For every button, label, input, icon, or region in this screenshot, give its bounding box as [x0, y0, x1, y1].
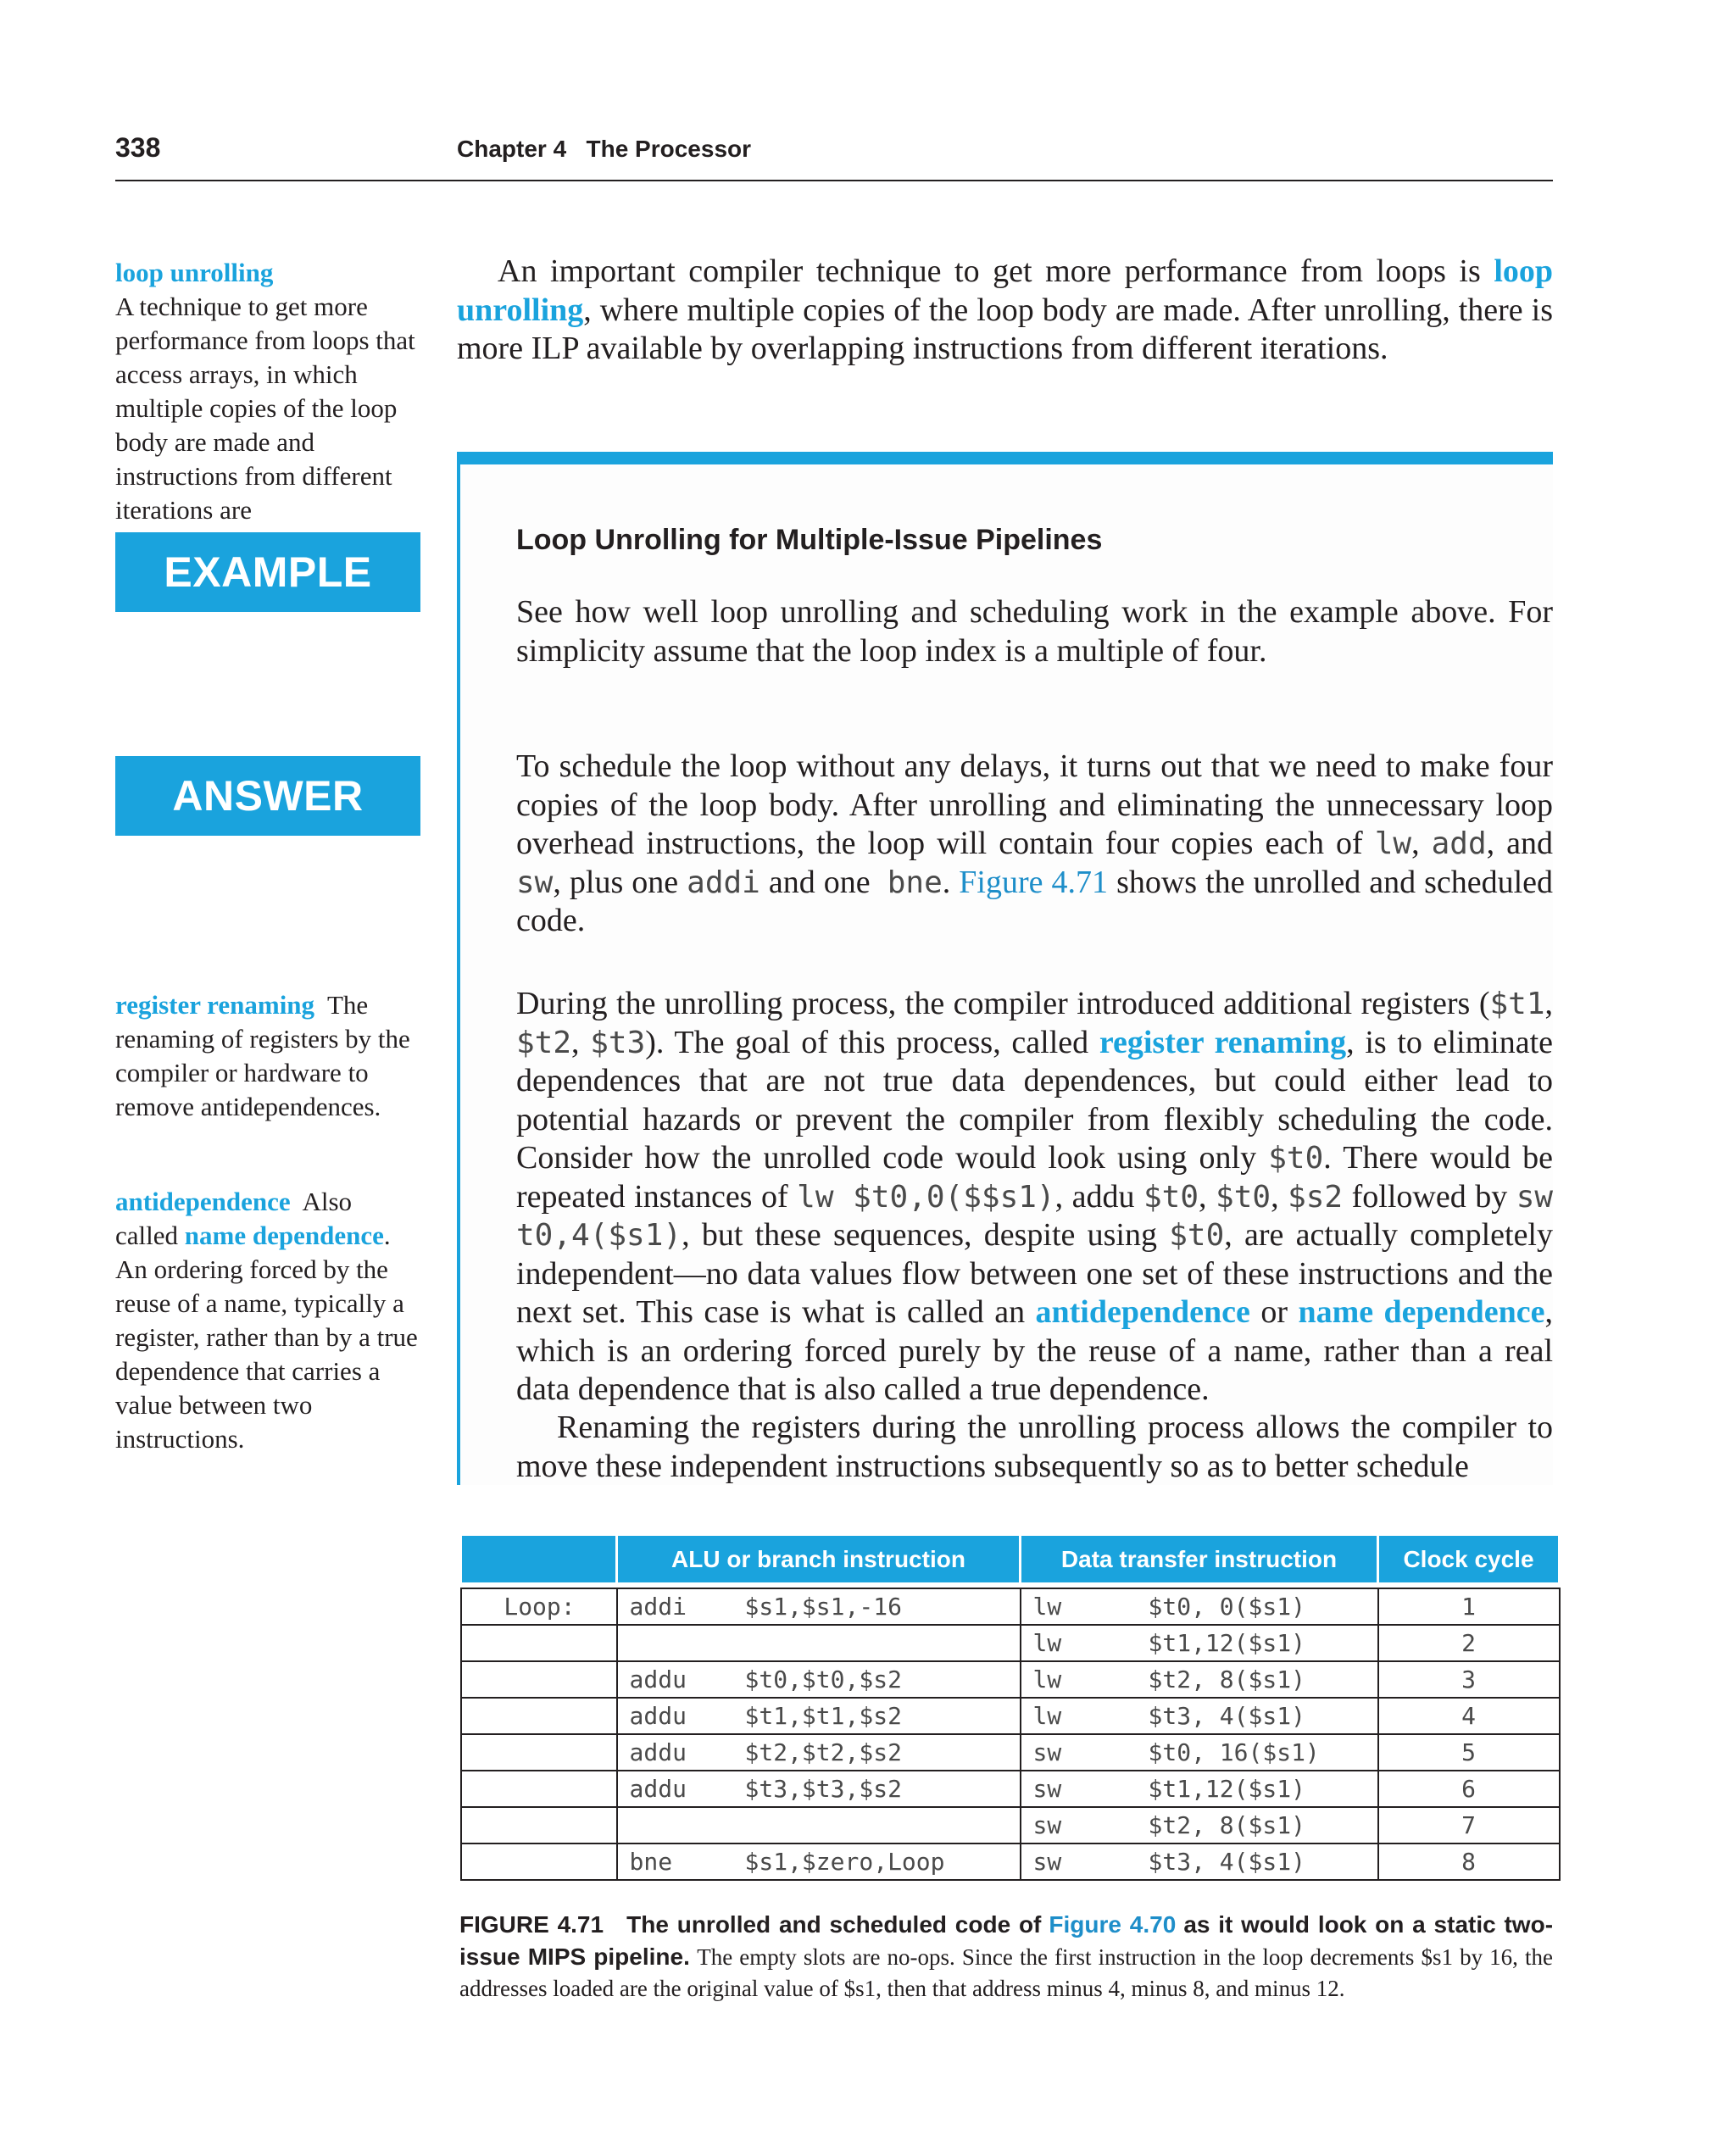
example-text: See how well loop unrolling and scheduling work in the example above. For simplicity assume that the loop index is a multiple of four.	[516, 594, 1553, 669]
dt-args: $t1,12($s1)	[1148, 1775, 1305, 1803]
alu-op: addu	[629, 1738, 687, 1766]
dt-op: sw	[1032, 1738, 1062, 1766]
answer-p1-text-1: To schedule the loop without any delays, it turns out that we need to make four copies of the loop body. After unrolling and eliminating the unnecessary loop overhead instructions, the loop will contain four copies each of	[516, 748, 1553, 861]
alu-op: addu	[629, 1702, 687, 1730]
margin-term-antidependence: antidependence	[115, 1187, 291, 1216]
answer-p2-text-3: ,	[571, 1024, 580, 1060]
alu-args: $t0,$t0,$s2	[744, 1666, 902, 1693]
table-header-clock-cycle: Clock cycle	[1378, 1536, 1560, 1582]
table-cell-alu	[617, 1698, 1021, 1734]
answer-p2-text-13: or	[1260, 1294, 1288, 1330]
table-cell-data-transfer	[1021, 1588, 1378, 1625]
answer-p2-text-1: During the unrolling process, the compiler introduced additional registers (	[516, 986, 1490, 1021]
answer-p2-text-5: , is to eliminate dependences that are not true data dependences, but could either lead to potential hazards or prevent the compiler from flexibly scheduling the code. Consider how the unrolled code would look using only	[516, 1024, 1554, 1176]
table-cell-alu	[617, 1734, 1021, 1771]
answer-p1-text-5: and one	[768, 864, 871, 900]
page-number: 338	[115, 132, 161, 163]
table-row	[461, 1843, 1560, 1880]
code-lw-t0: lw $t0,0($$s1)	[797, 1179, 1055, 1215]
answer-p2-text-2: ,	[1544, 986, 1553, 1021]
code-t1: $t1	[1489, 987, 1545, 1021]
dt-op: lw	[1032, 1666, 1062, 1693]
chapter-label: Chapter 4	[457, 136, 567, 162]
term-name-dependence: name dependence	[1298, 1294, 1545, 1330]
answer-paragraph-1	[516, 748, 1553, 941]
figure-4-71-table	[459, 1536, 1561, 1881]
alu-op: addu	[629, 1775, 687, 1803]
table-cell-data-transfer	[1021, 1698, 1378, 1734]
answer-p2-text-10: followed by	[1351, 1178, 1508, 1215]
answer-p2-text-8: ,	[1199, 1178, 1207, 1215]
table-row	[461, 1698, 1560, 1734]
intro-term-loop-unrolling: loop unrolling	[457, 253, 1554, 328]
code-add: add	[1431, 826, 1487, 861]
code-addi: addi	[687, 865, 760, 900]
table-cell-cycle: 1	[1378, 1588, 1560, 1625]
answer-p1-text-2: ,	[1411, 826, 1420, 861]
answer-paragraph-2	[516, 985, 1553, 1410]
answer-p2-text-9: ,	[1271, 1178, 1279, 1215]
code-sw-t0: sw t0,4($s1)	[516, 1179, 1554, 1253]
code-sw: sw	[516, 865, 554, 900]
table-row	[461, 1734, 1560, 1771]
code-lw: lw	[1374, 826, 1412, 861]
caption-text-2: as it would look on a static two-issue MIPS pipeline.	[459, 1911, 1554, 1970]
margin-definition-antidependence: . An ordering forced by the reuse of a name, typically a register, rather than by a true dependence that carries a value between two instructions.	[115, 1221, 418, 1454]
term-antidependence: antidependence	[1035, 1294, 1250, 1330]
table-cell-label	[461, 1698, 617, 1734]
dt-op: lw	[1032, 1629, 1062, 1657]
table-header-data-transfer: Data transfer instruction	[1021, 1536, 1378, 1582]
margin-term-name-dependence: name dependence	[184, 1221, 384, 1250]
answer-label: ANSWER	[115, 756, 420, 836]
dt-op: lw	[1032, 1702, 1062, 1730]
alu-args: $s1,$s1,-16	[744, 1593, 902, 1621]
intro-text-2: , where multiple copies of the loop body are made. After unrolling, there is more ILP available by overlapping instructions from different iterations.	[457, 292, 1553, 366]
term-register-renaming: register renaming	[1099, 1024, 1347, 1060]
example-top-bar	[457, 452, 1553, 464]
code-t2: $t2	[516, 1025, 572, 1060]
table-row	[461, 1807, 1560, 1843]
alu-op: bne	[629, 1848, 673, 1876]
dt-op: sw	[1032, 1811, 1062, 1839]
dt-op: sw	[1032, 1848, 1062, 1876]
figure-4-71-link[interactable]: Figure 4.71	[959, 864, 1109, 900]
table-row	[461, 1588, 1560, 1625]
caption-body: The empty slots are no-ops. Since the first instruction in the loop decrements $s1 by 16, the addresses loaded are the original value of $s1, then that address minus 4, minus 8, and minus 12.	[459, 1944, 1554, 2001]
table-cell-cycle: 5	[1378, 1734, 1560, 1771]
example-left-rule	[457, 464, 460, 1485]
table-row	[461, 1771, 1560, 1807]
table-row	[461, 1661, 1560, 1698]
intro-paragraph	[457, 253, 1553, 369]
margin-term-loop-unrolling: loop unrolling	[115, 258, 274, 287]
alu-op: addu	[629, 1666, 687, 1693]
code-t0-b: $t0	[1216, 1179, 1271, 1215]
table-cell-alu	[617, 1843, 1021, 1880]
table-cell-data-transfer	[1021, 1661, 1378, 1698]
answer-paragraph-3: Renaming the registers during the unrolling process allows the compiler to move these independent instructions subsequently so as to better schedule	[516, 1410, 1553, 1484]
table-header-row	[461, 1536, 1560, 1582]
answer-p2-text-12: , are actually completely independent—no data values flow between one set of these instructions and the next set. This case is what is called an	[516, 1217, 1553, 1330]
dt-op: sw	[1032, 1775, 1062, 1803]
table-cell-data-transfer	[1021, 1625, 1378, 1661]
alu-args: $t1,$t1,$s2	[744, 1702, 902, 1730]
table-cell-data-transfer	[1021, 1734, 1378, 1771]
caption-text-1: The unrolled and scheduled code of	[626, 1911, 1042, 1938]
margin-note-register-renaming	[115, 988, 420, 1124]
answer-p2-text-7: , addu	[1054, 1178, 1135, 1215]
intro-text-1: An important compiler technique to get more performance from loops is	[498, 253, 1481, 289]
alu-args: $s1,$zero,Loop	[744, 1848, 945, 1876]
answer-p1-text-7: shows the unrolled and scheduled code.	[516, 864, 1554, 938]
answer-p2-text-14: , which is an ordering forced purely by the reuse of a name, rather than a real data dependence that is also called a true dependence.	[516, 1294, 1554, 1407]
table-cell-alu	[617, 1661, 1021, 1698]
table-row	[461, 1625, 1560, 1661]
table-cell-cycle: 3	[1378, 1661, 1560, 1698]
dt-args: $t3, 4($s1)	[1148, 1702, 1305, 1730]
chapter-header	[457, 136, 751, 163]
alu-args: $t3,$t3,$s2	[744, 1775, 902, 1803]
table-header-label	[461, 1536, 617, 1582]
table-cell-data-transfer	[1021, 1843, 1378, 1880]
chapter-title: The Processor	[586, 136, 752, 162]
answer-p2-text-6: . There would be repeated instances of	[516, 1140, 1554, 1215]
dt-args: $t2, 8($s1)	[1148, 1811, 1305, 1839]
table-cell-alu	[617, 1807, 1021, 1843]
table-header-alu: ALU or branch instruction	[617, 1536, 1021, 1582]
margin-note-loop-unrolling	[115, 256, 420, 527]
code-s2: $s2	[1288, 1179, 1344, 1215]
answer-p1-text-4: , plus one	[553, 864, 679, 900]
answer-p1-text-3: , and	[1486, 826, 1554, 861]
caption-label: FIGURE 4.71	[459, 1911, 604, 1938]
table-cell-cycle: 4	[1378, 1698, 1560, 1734]
alu-op: addi	[629, 1593, 687, 1621]
margin-definition-loop-unrolling: A technique to get more performance from loops that access arrays, in which multiple copies of the loop body are made and instructions from different iterations are	[115, 292, 415, 525]
figure-4-70-link[interactable]: Figure 4.70	[1049, 1911, 1177, 1938]
answer-p2-text-11: , but these sequences, despite using	[682, 1217, 1157, 1253]
margin-note-antidependence	[115, 1185, 420, 1456]
table-cell-data-transfer	[1021, 1807, 1378, 1843]
table-cell-alu	[617, 1625, 1021, 1661]
table-cell-label	[461, 1734, 617, 1771]
dt-args: $t2, 8($s1)	[1148, 1666, 1305, 1693]
table-cell-label: Loop:	[461, 1588, 617, 1625]
answer-p1-text-6: .	[942, 864, 951, 900]
table-cell-alu	[617, 1588, 1021, 1625]
header-rule	[115, 180, 1553, 181]
table-cell-data-transfer	[1021, 1771, 1378, 1807]
table-cell-label	[461, 1661, 617, 1698]
table-cell-label	[461, 1771, 617, 1807]
example-label: EXAMPLE	[115, 532, 420, 612]
table-cell-alu	[617, 1771, 1021, 1807]
code-t0: $t0	[1268, 1141, 1324, 1176]
dt-args: $t1,12($s1)	[1148, 1629, 1305, 1657]
dt-op: lw	[1032, 1593, 1062, 1621]
code-t0-a: $t0	[1143, 1179, 1199, 1215]
example-title: Loop Unrolling for Multiple-Issue Pipelines	[516, 524, 1103, 556]
dt-args: $t3, 4($s1)	[1148, 1848, 1305, 1876]
dt-args: $t0, 16($s1)	[1148, 1738, 1320, 1766]
margin-text-antidependence: Also called	[115, 1187, 353, 1250]
dt-args: $t0, 0($s1)	[1148, 1593, 1305, 1621]
alu-args: $t2,$t2,$s2	[744, 1738, 902, 1766]
figure-caption	[459, 1909, 1553, 2005]
table-cell-cycle: 2	[1378, 1625, 1560, 1661]
table-cell-label	[461, 1625, 617, 1661]
table-cell-label	[461, 1807, 617, 1843]
table-cell-cycle: 8	[1378, 1843, 1560, 1880]
table-cell-cycle: 7	[1378, 1807, 1560, 1843]
margin-definition-register-renaming: The renaming of registers by the compiler or hardware to remove antidependences.	[115, 990, 410, 1121]
margin-term-register-renaming: register renaming	[115, 990, 315, 1020]
answer-p2-text-4: ). The goal of this process, called	[645, 1024, 1089, 1060]
code-bne: bne	[887, 865, 943, 900]
code-t3: $t3	[590, 1025, 646, 1060]
table-cell-cycle: 6	[1378, 1771, 1560, 1807]
code-t0-c: $t0	[1169, 1218, 1225, 1253]
table-cell-label	[461, 1843, 617, 1880]
